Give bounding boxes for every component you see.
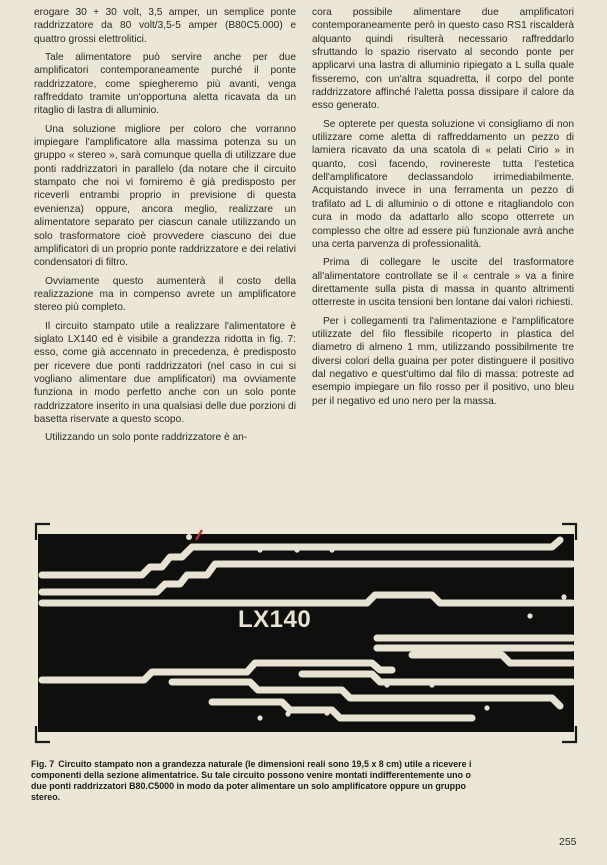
caption-label: Fig. 7 [31, 759, 55, 769]
paragraph: Se opterete per questa soluzione vi consigliamo di non utilizzare come aletta di raffreddamento un pezzo di lamiera ricavato da una scatola di « pelati Cirio » in quanto, così facendo, rovinereste tutta l'estetica dell'amplificatore declassandolo irrimediabilmente. Acquistando invece in una ferramenta un pezzo di trafilato ad L di alluminio o di ottone e ritagliandolo con cura in modo da adattarlo allo scopo otterrete un complesso che oltre ad essere più funzionale avrà anche una certa parvenza di professionalità. [312, 118, 574, 250]
figure-caption [31, 759, 477, 803]
paragraph: Per i collegamenti tra l'alimentazione e l'amplificatore utilizzate del filo flessibile ricoperto in plastica del diametro di almeno 1 mm, utilizzando possibilmente tre diversi colori della guaina per poter distinguere il positivo dal negativo e quest'ultimo dal filo di massa: potreste ad esempio impiegare un filo rosso per il positivo, uno bleu per il negativo ed uno nero per la massa. [312, 315, 574, 407]
paragraph: cora possibile alimentare due amplificatori contemporaneamente però in questo caso RS1 riscalderà alquanto quindi risulterà necessario raffreddarlo sfruttando lo spazio riservato al secondo ponte per applicarvi una lastra di alluminio ripiegato a L sulla quale fisseremo, con un'altra squadretta, il corpo del ponte raddrizzatore affinché l'aletta possa dissipare il calore da esso generato. [312, 7, 574, 112]
right-column [312, 6, 574, 413]
pcb-layout-drawing [32, 520, 580, 748]
left-column [34, 6, 296, 450]
paragraph: erogare 30 + 30 volt, 3,5 amper, un semplice ponte raddrizzatore da 80 volt/3,5-5 amper (B80C5.000) e quattro grossi elettrolitici. [34, 7, 296, 45]
paragraph: Prima di collegare le uscite del trasformatore all'alimentatore controllate se il « centrale » va a finire direttamente sulla pista di massa in quanto altrimenti otterreste in uscita tensioni ben lontane dai valori richiesti. [312, 257, 574, 309]
paragraph: Una soluzione migliore per coloro che vorranno impiegare l'amplificatore alla massima potenza su un gruppo « stereo », sarà comunque quella di utilizzare due ponti raddrizzatori in parallelo (da notare che il circuito stampato che noi vi forniremo è già predisposto per riceverli entrambi proprio in previsione di questa evenienza) oppure, ancora meglio, realizzare un alimentatore separato per ciascun canale utilizzando un solo trasformatore cioè provvedere ciascuno dei due amplificatori di un proprio ponte raddrizzatore e dei relativi condensatori di filtro. [34, 123, 296, 269]
pcb-figure [32, 520, 580, 748]
paragraph: Il circuito stampato utile a realizzare l'alimentatore è siglato LX140 ed è visibile a grandezza ridotta in fig. 7: esso, come già accennato in precedenza, è predisposto per ricevere due ponti raddrizzatori (nel caso in cui si vogliano alimentare due amplificatori) ma ovviamente funziona in modo perfetto anche con un solo ponte raddrizzatore inserito in una qualsiasi delle due porzioni di basetta riservate a questo scopo. [34, 320, 296, 425]
paragraph: Utilizzando un solo ponte raddrizzatore è an- [45, 432, 248, 444]
paragraph: Tale alimentatore può servire anche per due amplificatori contemporaneamente purché il ponte raddrizzatore, come spiegheremo più avanti, venga raffreddato tramite un'opportuna aletta ricavata da un ritaglio di lastra di alluminio. [34, 52, 296, 117]
pcb-label: LX140 [238, 606, 312, 633]
page-number: 255 [559, 836, 577, 848]
paragraph: Ovviamente questo aumenterà il costo della realizzazione ma in compenso avrete un amplificatore stereo più completo. [34, 275, 296, 314]
caption-text: Circuito stampato non a grandezza naturale (le dimensioni reali sono 19,5 x 8 cm) utile a ricevere i componenti della sezione alimentatrice. Su tale circuito possono venire montati indifferentemente uno o due ponti raddrizzatori B80.C5000 in modo da poter alimentare un solo amplificatore oppure un gruppo stereo. [31, 759, 472, 802]
